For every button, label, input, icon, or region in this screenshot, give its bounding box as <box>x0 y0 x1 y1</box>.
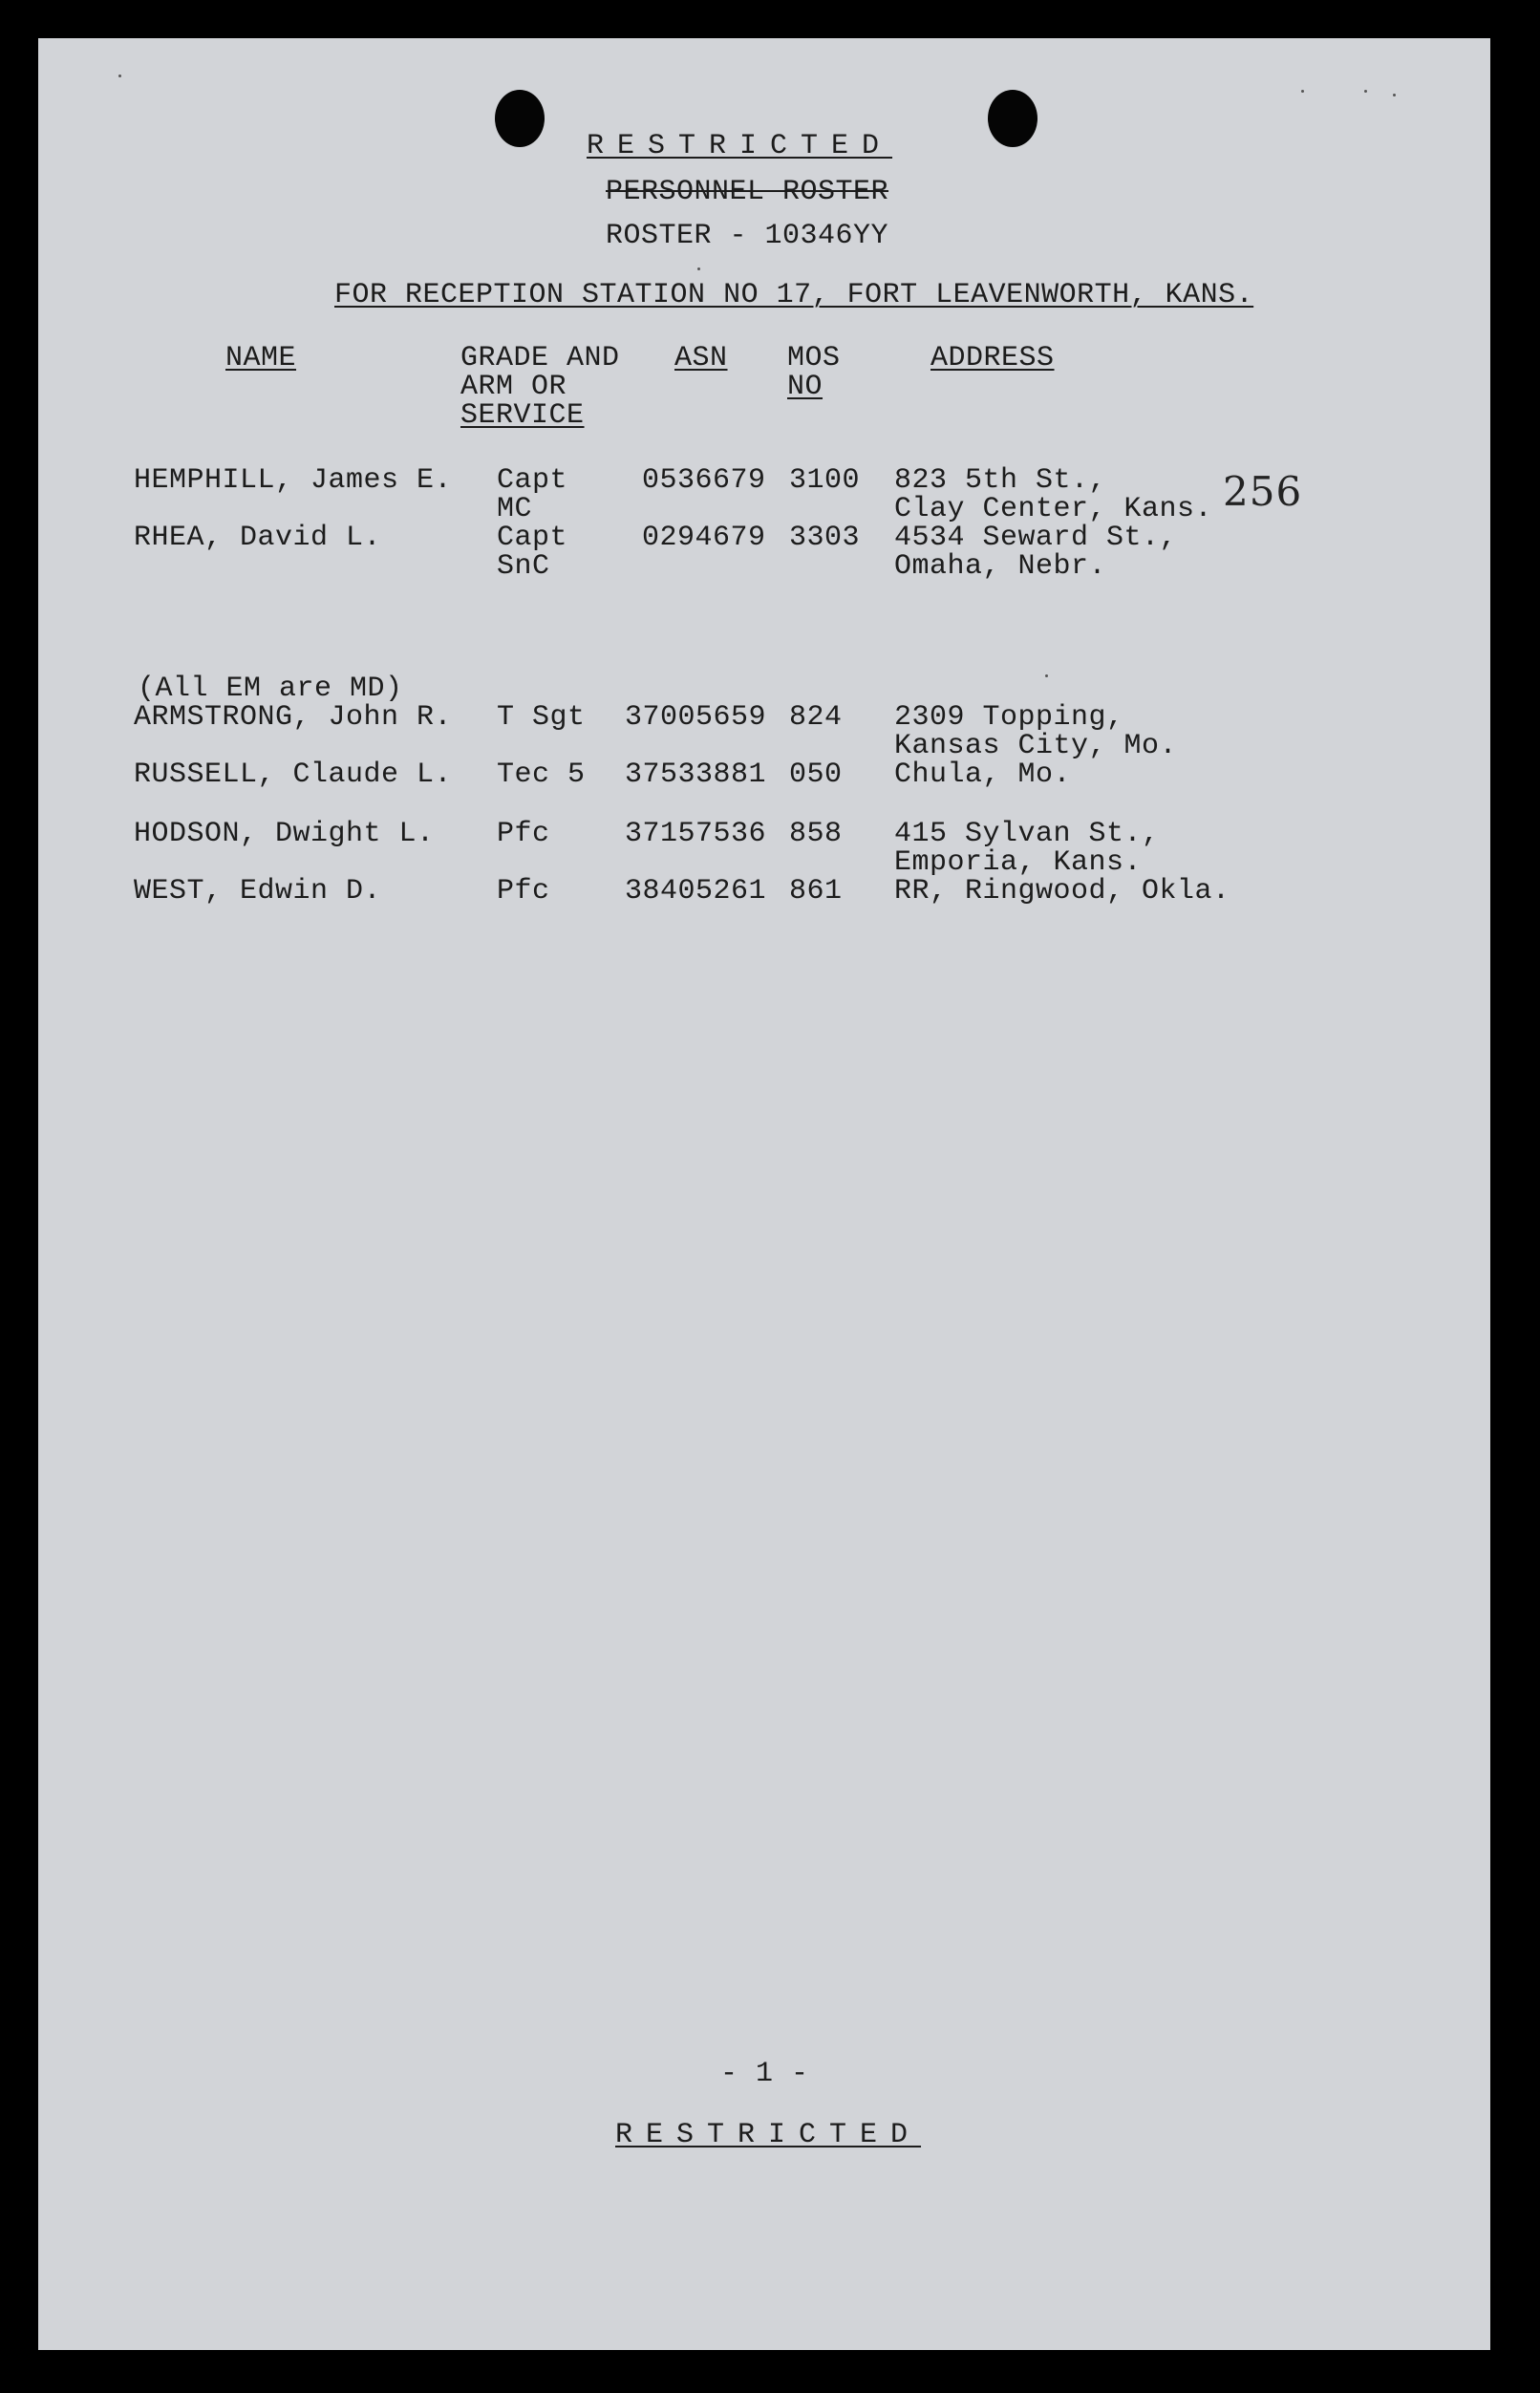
enlisted-name: RUSSELL, Claude L. <box>134 758 453 791</box>
roster-id: ROSTER - 10346YY <box>606 220 889 252</box>
officer-asn: 0536679 <box>642 464 766 497</box>
enlisted-name: ARMSTRONG, John R. <box>134 701 453 734</box>
officer-mos: 3303 <box>789 522 861 554</box>
enlisted-address-1: 415 Sylvan St., <box>894 818 1160 850</box>
officer-address-2: Clay Center, Kans. <box>894 493 1213 525</box>
officer-name: RHEA, David L. <box>134 522 382 554</box>
column-header-mos-2: NO <box>787 371 823 403</box>
officer-grade: Capt <box>497 522 568 554</box>
enlisted-address-1: RR, Ringwood, Okla. <box>894 875 1230 908</box>
enlisted-mos: 050 <box>789 758 843 791</box>
speck <box>697 267 700 270</box>
page-stamp-number: 256 <box>1223 468 1303 515</box>
enlisted-mos: 824 <box>789 701 843 734</box>
officer-service: SnC <box>497 550 550 583</box>
classification-bottom: RESTRICTED <box>615 2119 922 2151</box>
document-title: PERSONNEL ROSTER <box>606 176 889 208</box>
column-header-mos-1: MOS <box>787 342 841 374</box>
column-header-address: ADDRESS <box>930 342 1055 374</box>
classification-top: RESTRICTED <box>587 130 893 162</box>
enlisted-grade: Pfc <box>497 818 550 850</box>
speck <box>118 75 121 77</box>
enlisted-asn: 37005659 <box>625 701 767 734</box>
speck <box>1045 674 1048 677</box>
officer-address-1: 4534 Seward St., <box>894 522 1178 554</box>
enlisted-mos: 861 <box>789 875 843 908</box>
document-page <box>38 38 1490 2350</box>
officer-name: HEMPHILL, James E. <box>134 464 453 497</box>
speck <box>1364 90 1367 93</box>
enlisted-mos: 858 <box>789 818 843 850</box>
column-header-asn: ASN <box>674 342 728 374</box>
enlisted-grade: T Sgt <box>497 701 586 734</box>
page-number: - 1 - <box>720 2058 809 2090</box>
enlisted-address-1: 2309 Topping, <box>894 701 1124 734</box>
officer-grade: Capt <box>497 464 568 497</box>
enlisted-address-2: Kansas City, Mo. <box>894 730 1178 762</box>
enlisted-grade: Pfc <box>497 875 550 908</box>
punch-hole-right <box>988 90 1037 147</box>
enlisted-asn: 37157536 <box>625 818 767 850</box>
officer-mos: 3100 <box>789 464 861 497</box>
column-header-grade-3: SERVICE <box>460 399 585 432</box>
enlisted-grade: Tec 5 <box>497 758 586 791</box>
enlisted-name: WEST, Edwin D. <box>134 875 382 908</box>
enlisted-address-2: Emporia, Kans. <box>894 846 1143 879</box>
speck <box>1301 90 1304 93</box>
enlisted-address-1: Chula, Mo. <box>894 758 1072 791</box>
officer-service: MC <box>497 493 533 525</box>
column-header-grade-2: ARM OR <box>460 371 567 403</box>
officer-address-1: 823 5th St., <box>894 464 1107 497</box>
enlisted-name: HODSON, Dwight L. <box>134 818 435 850</box>
enlisted-asn: 37533881 <box>625 758 767 791</box>
enlisted-note: (All EM are MD) <box>138 673 403 705</box>
column-header-name: NAME <box>225 342 297 374</box>
officer-address-2: Omaha, Nebr. <box>894 550 1107 583</box>
officer-asn: 0294679 <box>642 522 766 554</box>
column-header-grade-1: GRADE AND <box>460 342 620 374</box>
enlisted-asn: 38405261 <box>625 875 767 908</box>
punch-hole-left <box>495 90 545 147</box>
speck <box>1393 94 1396 96</box>
station-line: FOR RECEPTION STATION NO 17, FORT LEAVENWORTH, KANS. <box>334 279 1254 311</box>
